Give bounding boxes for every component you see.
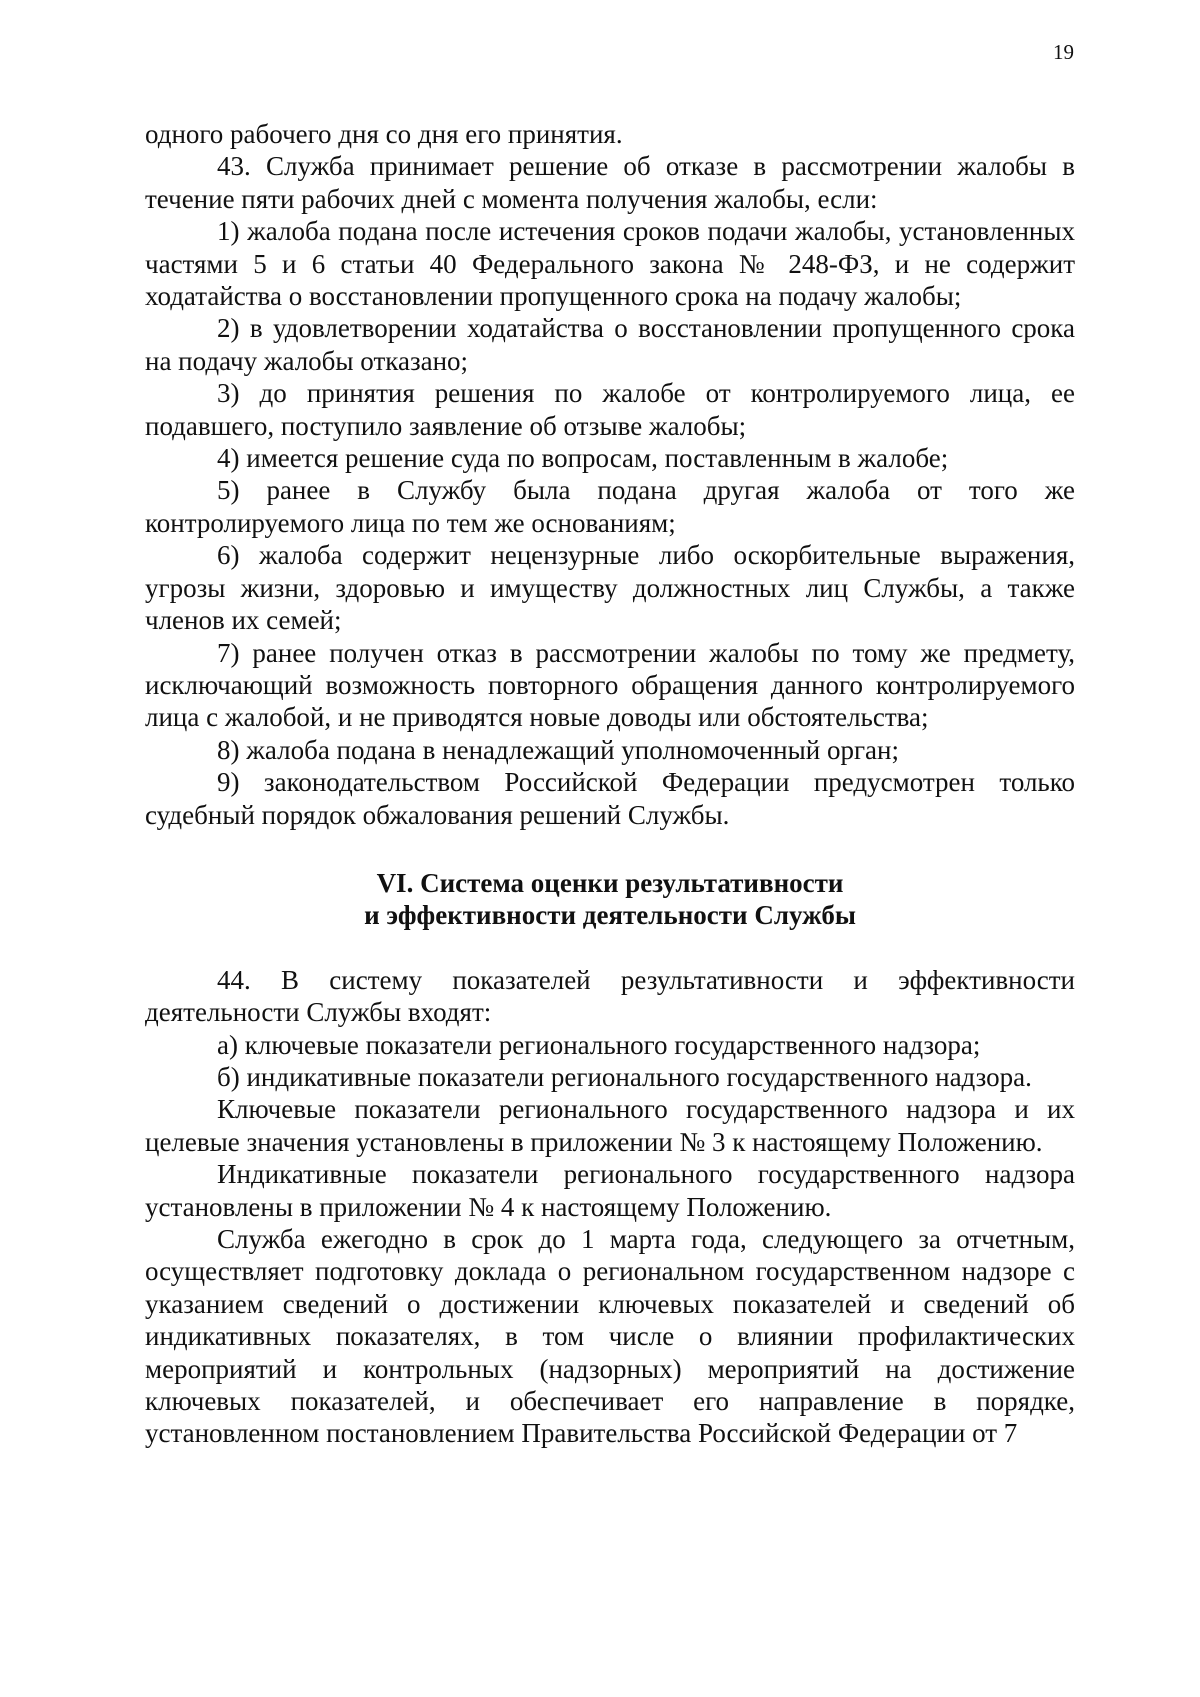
section-heading-line-2: и эффективности деятельности Службы [364, 900, 856, 931]
paragraph: Служба ежегодно в срок до 1 марта года, следующего за отчетным, осуществляет подготовку доклада о региональном государственном надзоре с указанием сведений о достижении ключевых показателей и сведений об индикативных показателях, в том числе о влиянии профилактических мероприятий и контрольных (надзорных) мероприятий на достижение ключевых показателей, и обеспечивает его направление в порядке, установленном постановлением Правительства Российской Федерации от 7 [145, 1224, 1075, 1449]
list-item: 7) ранее получен отказ в рассмотрении жалобы по тому же предмету, исключающий возможность повторного обращения данного контролируемого лица с жалобой, и не приводятся новые доводы или обстоятельства; [145, 637, 1075, 733]
paragraph-item-44: 44. В систему показателей результативности и эффективности деятельности Службы входят: [145, 964, 1075, 1028]
section-heading [145, 867, 1075, 932]
document-body [145, 118, 1075, 1450]
paragraph: Индикативные показатели регионального государственного надзора установлены в приложении № 4 к настоящему Положению. [145, 1159, 1075, 1222]
list-item: б) индикативные показатели регионального государственного надзора. [217, 1061, 1032, 1092]
list-item: а) ключевые показатели регионального государственного надзора; [217, 1029, 981, 1060]
list-item: 9) законодательством Российской Федерации предусмотрен только судебный порядок обжалования решений Службы. [145, 767, 1075, 830]
list-item: 2) в удовлетворении ходатайства о восстановлении пропущенного срока на подачу жалобы отказано; [145, 313, 1075, 376]
paragraph: Ключевые показатели регионального государственного надзора и их целевые значения установлены в приложении № 3 к настоящему Положению. [145, 1094, 1075, 1157]
list-item: 5) ранее в Службу была подана другая жалоба от того же контролируемого лица по тем же основаниям; [145, 475, 1075, 538]
paragraph-item-43: 43. Служба принимает решение об отказе в рассмотрении жалобы в течение пяти рабочих дней с момента получения жалобы, если: [145, 151, 1075, 214]
section-heading-line-1: VI. Система оценки результативности [376, 867, 844, 898]
list-item: 6) жалоба содержит нецензурные либо оскорбительные выражения, угрозы жизни, здоровью и имуществу должностных лиц Службы, а также членов их семей; [145, 540, 1075, 636]
paragraph: одного рабочего дня со дня его принятия. [145, 119, 623, 149]
list-item: 3) до принятия решения по жалобе от контролируемого лица, ее подавшего, поступило заявление об отзыве жалобы; [145, 378, 1075, 441]
list-item: 4) имеется решение суда по вопросам, поставленным в жалобе; [217, 443, 949, 474]
list-item: 8) жалоба подана в ненадлежащий уполномоченный орган; [217, 734, 899, 765]
list-item: 1) жалоба подана после истечения сроков подачи жалобы, установленных частями 5 и 6 статьи 40 Федерального закона № 248-ФЗ, и не содержит ходатайства о восстановлении пропущенного срока на подачу жалобы; [145, 216, 1075, 312]
page-number: 19 [1053, 40, 1074, 64]
